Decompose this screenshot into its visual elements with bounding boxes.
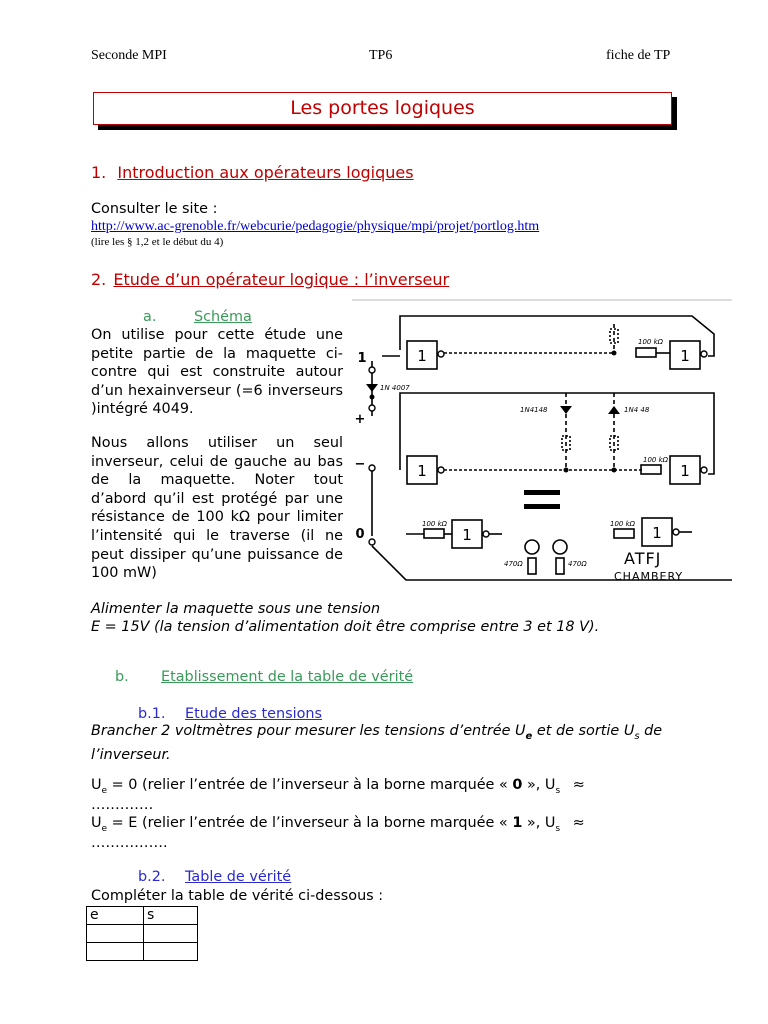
subsection-b1-title: Etude des tensions [185,706,323,722]
schematic-background [352,296,732,588]
section2-heading [91,270,449,289]
alimentation-line1: Alimenter la maquette sous une tension [91,601,381,617]
alimentation-line2: E = 15V (la tension d’alimentation doit être comprise entre 3 et 18 V). [91,619,600,635]
header-center: TP6 [369,48,393,63]
ue-zero-dots: …………. [91,797,154,813]
node-mid-b [612,468,617,473]
bubble-top-right [701,351,707,357]
ue-zero-line [91,776,686,800]
bubble-mid-left [438,467,444,473]
subsection-b-title: Etablissement de la table de vérité [161,669,414,685]
brand-chambery: CHAMBERY [614,570,684,583]
header-left: Seconde MPI [91,48,167,63]
subsection-a-label: a. [143,309,157,325]
b2-instructions: Compléter la table de vérité ci-dessous : [91,888,384,904]
b1-text-part3: de l’inverseur. [91,723,663,764]
node-main [370,395,375,400]
b1-text-part1: Brancher 2 voltmètres pour mesurer les tensions d’entrée U [91,723,526,739]
truth-table-header-e: e [87,907,144,925]
label-470-b: 470Ω [568,560,587,568]
gate-label-mid-right: 1 [680,462,690,480]
terminal-minus-label: − [354,457,366,472]
bubble-bottom-right [673,529,679,535]
terminal-zero [369,539,375,545]
subsection-a-title: Schéma [194,309,252,325]
ue-zero-approx: ≈ [568,777,585,793]
node-top [612,351,617,356]
section1-note: (lire les § 1,2 et le début du 4) [91,236,224,248]
label-470-a: 470Ω [504,560,523,568]
label-diode-b: 1N4 48 [624,406,650,414]
subsection-b2-title: Table de vérité [185,869,292,885]
bubble-top-left [438,351,444,357]
ue-e-approx: ≈ [568,815,585,831]
circuit-schematic [352,296,732,588]
subsection-b-label: b. [115,669,129,685]
truth-table-cell[interactable] [144,943,198,961]
ue-e-bold: 1 [512,815,523,831]
section2-number: 2. [91,270,107,289]
b1-text-part2: et de sortie U [532,723,635,739]
truth-table-cell[interactable] [144,925,198,943]
terminal-one-label: 1 [357,351,367,366]
truth-table-header-s: s [144,907,198,925]
portlog-link[interactable]: http://www.ac-grenoble.fr/webcurie/pedagogie/physique/mpi/projet/portlog.htm [91,219,540,234]
gate-label-mid-left: 1 [417,462,427,480]
label-res-bottom-left: 100 kΩ [422,520,447,528]
ue-zero-sub-s: s [555,785,561,796]
terminal-one [369,367,375,373]
subsection-b2-label: b.2. [138,869,166,885]
ue-e-text: = E (relier l’entrée de l’inverseur à la borne marquée « [107,815,513,831]
gate-label-bottom-right: 1 [652,524,662,542]
ue-e-dots: ……………. [91,835,168,851]
section1-intro: Consulter le site : [91,201,218,217]
truth-table-row [87,925,198,943]
section1-number: 1. [91,163,107,182]
label-res-bottom-right: 100 kΩ [610,520,635,528]
brand-atfj: ATFJ [624,549,662,568]
terminal-minus [369,465,375,471]
terminal-plus [369,405,375,411]
bubble-mid-right [701,467,707,473]
ue-e-u: U [91,815,102,831]
b1-sub-s: s [634,730,640,742]
chip-pins-bottom [524,504,560,509]
b1-instructions [91,722,686,765]
section2-title: Etude d’un opérateur logique : l’inverseur [113,270,450,289]
section1-title: Introduction aux opérateurs logiques [117,163,414,182]
subsection-b1-label: b.1. [138,706,166,722]
ue-zero-sub-e: e [101,785,108,796]
ue-zero-us: », U [522,777,556,793]
gate-label-top-right: 1 [680,347,690,365]
truth-table-cell[interactable] [87,943,144,961]
ue-zero-text: = 0 (relier l’entrée de l’inverseur à la borne marquée « [107,777,513,793]
bubble-bottom-left [483,531,489,537]
ue-zero-bold: 0 [512,777,523,793]
truth-table-row [87,943,198,961]
ue-e-line [91,814,686,838]
paragraph-inverseur: Nous allons utiliser un seul inverseur, celui de gauche au bas de la maquette. Noter tout d’abord qu’il est protégé par une résistance de 100 kΩ pour limiter l’intensité qui le traverse (il ne peut dissiper qu’une puissance de 100 mW) [91,435,343,582]
node-mid-a [564,468,569,473]
truth-table-cell[interactable] [87,925,144,943]
title-box [93,92,672,125]
truth-table [86,906,198,961]
gate-label-top-left: 1 [417,347,427,365]
truth-table-header [87,907,198,925]
label-diode-main: 1N 4007 [380,384,410,392]
section1-heading [91,163,414,182]
label-res-top: 100 kΩ [638,338,663,346]
label-diode-a: 1N4148 [520,406,548,414]
b1-sub-e: e [525,730,533,742]
header-right: fiche de TP [606,48,671,63]
terminal-zero-label: 0 [355,527,365,542]
ue-e-sub-e: e [101,823,108,834]
paragraph-maquette: On utilise pour cette étude une petite partie de la maquette ci-contre qui est construite autour d’un hexainverseur (=6 inverseurs )intégré 4049. [91,327,343,418]
ue-zero-u: U [91,777,102,793]
label-res-mid: 100 kΩ [643,456,668,464]
ue-e-us: », U [522,815,556,831]
gate-label-bottom-left: 1 [462,526,472,544]
ue-e-sub-s: s [555,823,561,834]
chip-pins-top [524,490,560,495]
terminal-plus-label: + [354,412,366,427]
page-title: Les portes logiques [290,97,475,119]
